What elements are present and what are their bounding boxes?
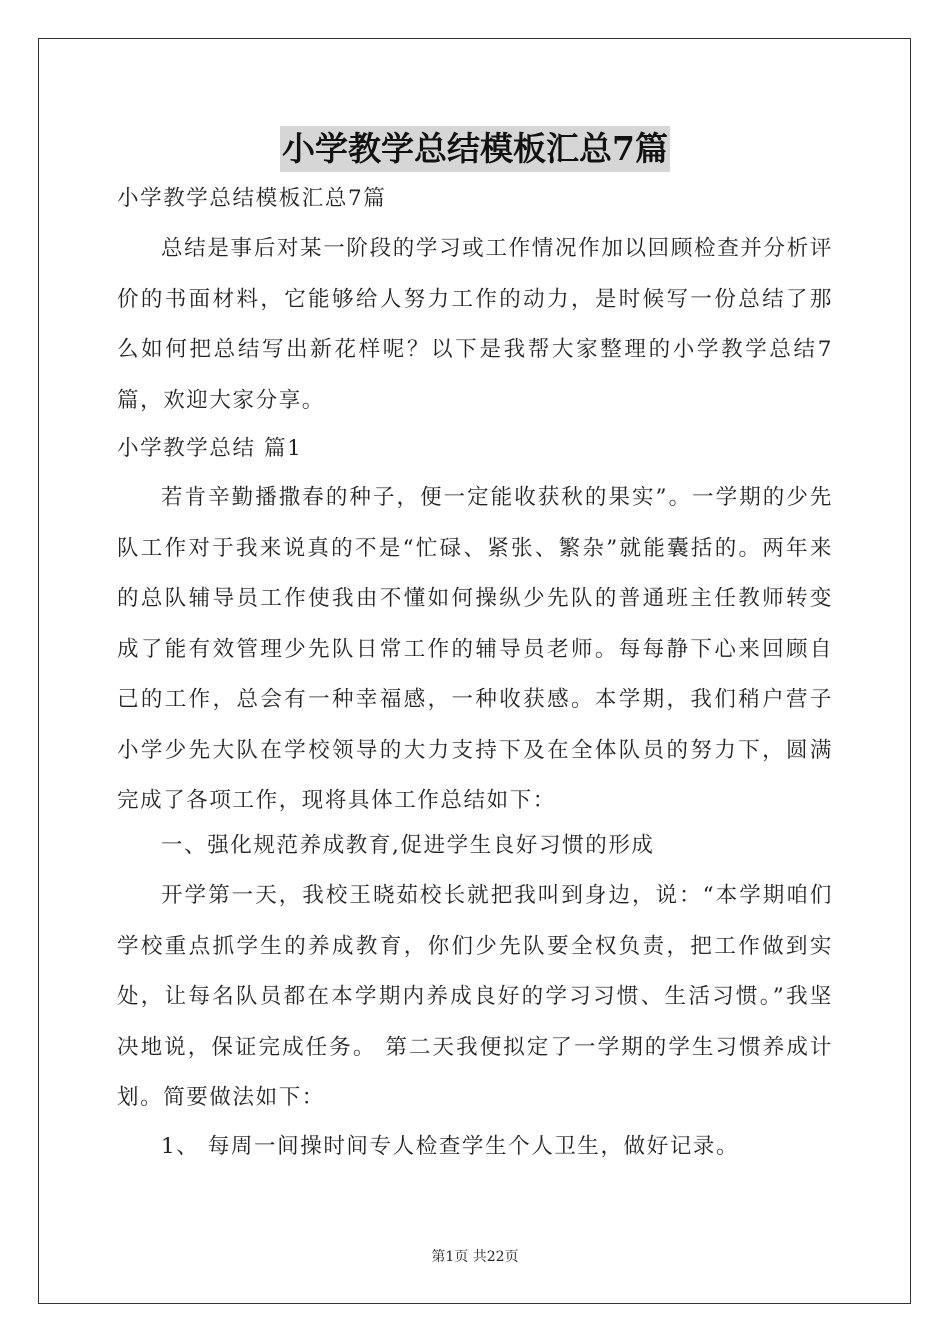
intro-paragraph: 总结是事后对某一阶段的学习或工作情况作加以回顾检查并分析评价的书面材料，它能够给人努力工作的动力，是时候写一份总结了那么如何把总结写出新花样呢？以下是我帮大家整理的小学教学总结7篇，欢迎大家分享。 [117,236,833,413]
page-footer: 第1页 共22页 [431,1249,519,1265]
list-item-1: 1、 每周一间操时间专人检查学生个人卫生，做好记录。 [161,1134,740,1159]
document-subtitle: 小学教学总结模板汇总7篇 [117,186,387,211]
body-paragraph-2: 开学第一天，我校王晓茹校长就把我叫到身边，说：“本学期咱们学校重点抓学生的养成教育，你们少先队要全权负责，把工作做到实处，让每名队员都在本学期内养成良好的学习习惯、生活习惯。”我坚决地说，保证完成任务。 第二天我便拟定了一学期的学生习惯养成计划。简要做法如下： [117,883,833,1110]
subheading-1: 一、强化规范养成教育,促进学生良好习惯的形成 [161,833,655,858]
document-title: 小学教学总结模板汇总7篇 [280,126,670,172]
title-container [0,126,950,172]
body-paragraph-1: 若肯辛勤播撒春的种子，便一定能收获秋的果实”。一学期的少先队工作对于我来说真的不是“忙碌、紧张、繁杂”就能囊括的。两年来的总队辅导员工作使我由不懂如何操纵少先队的普通班主任教师转变成了能有效管理少先队日常工作的辅导员老师。每每静下心来回顾自己的工作，总会有一种幸福感，一种收获感。本学期，我们稍户营子小学少先大队在学校领导的大力支持下及在全体队员的努力下，圆满完成了各项工作，现将具体工作总结如下： [117,485,833,813]
section-heading: 小学教学总结 篇1 [117,436,303,461]
